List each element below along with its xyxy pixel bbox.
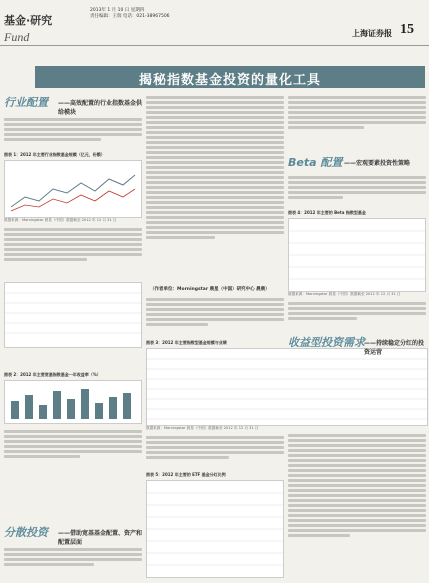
body-text	[4, 428, 142, 474]
body-text	[288, 94, 426, 150]
body-text	[146, 434, 284, 470]
source-note: 数据来源：Morningstar 晨星（中国）数据截至 2012 年 12 月 31 日	[4, 218, 117, 222]
body-text	[4, 546, 142, 576]
figure-5-graphic	[147, 481, 283, 577]
figure-2	[4, 380, 142, 424]
headline-band	[35, 66, 425, 88]
figure-3-graphic	[147, 349, 427, 425]
body-text	[4, 226, 142, 278]
figure-caption: 图表 1：2012 年主要行业指数基金规模（亿元，份额）	[4, 152, 105, 157]
table-graphic	[5, 283, 141, 347]
section-name-en: Fund	[4, 30, 30, 44]
figure-1-graphic	[5, 161, 141, 217]
body-text	[4, 116, 142, 150]
section-subheading: ——宏观要素投资性策略	[344, 160, 411, 167]
section-heading: 行业配置	[4, 96, 48, 109]
page-number: 15	[400, 22, 414, 37]
figure-1	[4, 160, 142, 218]
section-subheading: ——高效配置的行业指数基金供给模块	[58, 100, 143, 116]
body-text	[288, 432, 426, 576]
source-note: 数据来源：Morningstar 晨星（中国）数据截至 2012 年 12 月 31 日	[288, 292, 401, 296]
figure-4-graphic	[289, 219, 425, 291]
newspaper-brand: 上海证券报	[352, 29, 392, 38]
section-name: 基金·研究	[4, 14, 53, 27]
author-note: （作者单位：Morningstar 晨星（中国）研究中心 晨晨）	[150, 287, 270, 292]
section-heading: 收益型投资需求	[288, 336, 365, 349]
body-text	[146, 94, 284, 284]
figure-caption: 图表 2：2012 年主要宽基指数基金一年收益率（%）	[4, 372, 101, 377]
editor-line: 责任编辑：王瑞 电话：021-38967506	[90, 14, 170, 19]
source-note: 数据来源：Morningstar 晨星（中国）数据截至 2012 年 12 月 31 日	[146, 426, 259, 430]
body-text	[288, 174, 426, 208]
date-line: 2013年 1 月 10 日 星期四	[90, 8, 145, 13]
figure-caption: 图表 5：2012 年主要的 ETF 基金分红比例	[146, 472, 226, 477]
section-subheading: ——借助宽基基金配置、资产和配置层面	[58, 530, 143, 546]
figure-3	[146, 348, 428, 426]
figure-caption: 图表 3：2012 年主要指数型基金规模与业绩	[146, 340, 227, 345]
figure-2-graphic	[5, 381, 141, 423]
section-heading: 分散投资	[4, 526, 48, 539]
headline: 揭秘指数基金投资的量化工具	[138, 73, 321, 88]
section-subheading: ——持续稳定分红的投资运营	[364, 340, 425, 356]
section-heading: Beta 配置	[288, 156, 343, 169]
figure-caption: 图表 4：2012 年主要的 Beta 指数型基金	[288, 210, 366, 215]
body-text	[288, 300, 426, 328]
figure-5	[146, 480, 284, 578]
body-text	[146, 296, 284, 336]
header-rule	[0, 45, 429, 46]
figure-4	[288, 218, 426, 292]
header-meta	[90, 8, 170, 20]
figure-table	[4, 282, 142, 348]
page-header	[0, 0, 429, 46]
